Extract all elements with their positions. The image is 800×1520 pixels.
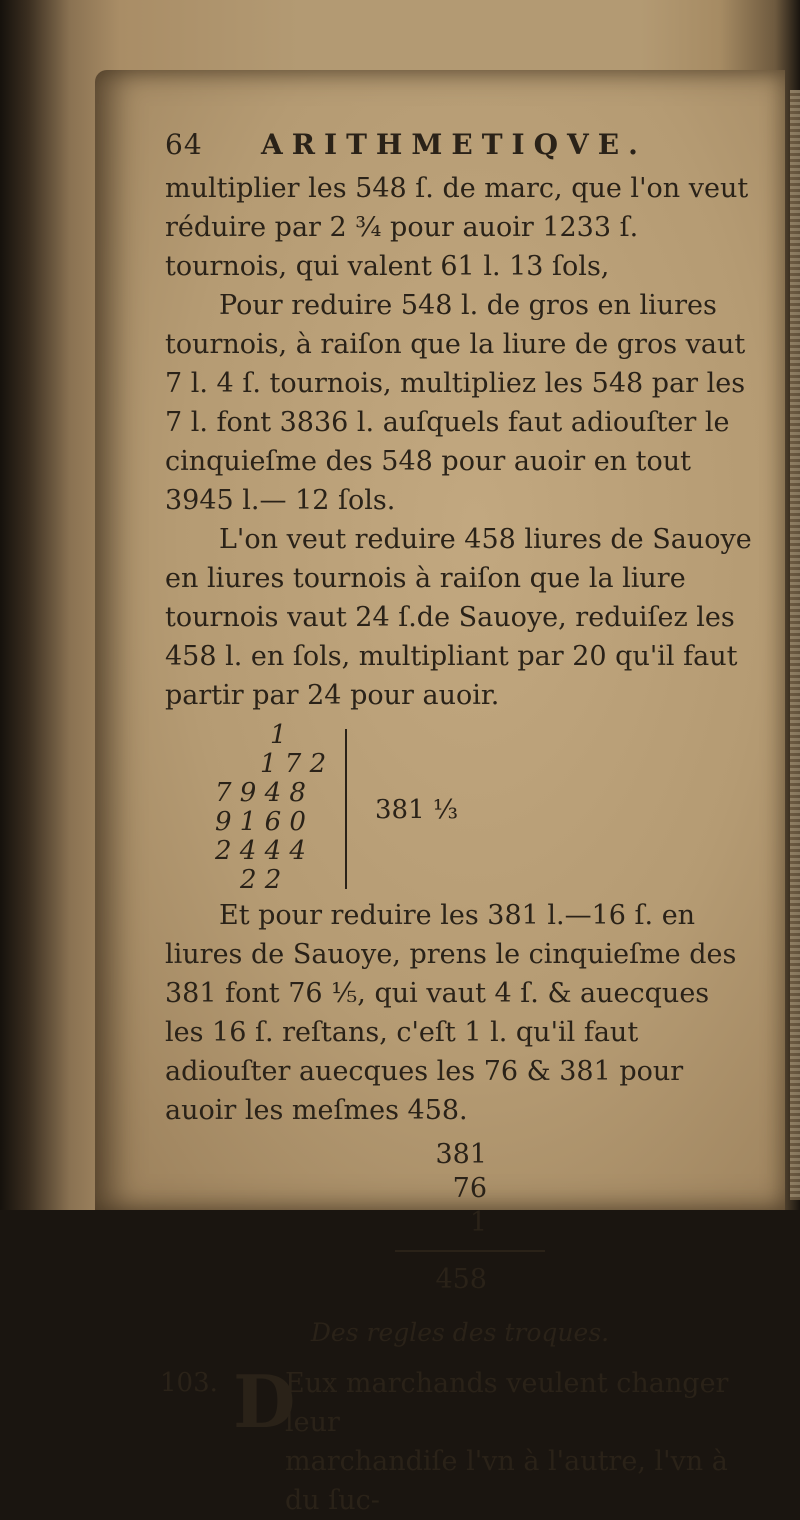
section-number: 103. xyxy=(160,1368,218,1398)
paragraph-4: Et pour reduire les 381 l.—16 ſ. en liures de Sauoye, prens le cinquieſme des 381 font 76 ⅕, qui vaut 4 ſ. & auecques les 16 ſ. reſtans, c'eſt 1 l. qu'il faut adiouſter auecques les 76 & 381 pour auoir les meſmes 458. xyxy=(165,900,737,1126)
section-title: Des regles des troques. xyxy=(310,1318,610,1347)
division-row: 2 2 xyxy=(240,865,282,895)
division-row: 1 7 2 xyxy=(260,749,327,779)
division-row: 1 xyxy=(270,720,287,750)
section-line-2: marchandiſe l'vn à l'autre, l'vn à du ſuc- xyxy=(285,1446,728,1516)
division-rows xyxy=(215,721,326,895)
page-text xyxy=(160,125,755,1520)
addition-work xyxy=(165,1138,755,1313)
paragraph-1: multiplier les 548 ſ. de marc, que l'on veut réduire par 2 ¾ pour auoir 1233 ſ. tournois, qui valent 61 l. 13 ſols, xyxy=(165,173,749,282)
division-result: 381 ⅓ xyxy=(375,795,459,825)
page-number: 64 xyxy=(165,128,203,161)
division-row: 2 4 4 4 xyxy=(215,836,306,866)
division-work xyxy=(165,721,755,896)
running-head: ARITHMETIQVE. xyxy=(261,128,647,161)
drop-cap: D xyxy=(233,1359,296,1444)
paragraph-2: Pour reduire 548 l. de gros en liures tournois, à raiſon que la liure de gros vaut 7 l. 4 ſ. tournois, multipliez les 548 par les 7 l. font 3836 l. auſquels faut adiouſter le cinquieſme des 548 pour auoir en tout 3945 l.— 12 ſols. xyxy=(165,290,746,516)
section-103 xyxy=(160,1359,755,1520)
addition-rows xyxy=(427,1138,487,1240)
paragraph-3: L'on veut reduire 458 liures de Sauoye en liures tournois à raiſon que la liure tournois vaut 24 ſ.de Sauoye, reduiſez les 458 l. en ſols, multipliant par 20 qu'il faut partir par 24 pour auoir. xyxy=(165,524,752,711)
section-line-1: Eux marchands veulent changer leur xyxy=(285,1368,729,1438)
addition-sum: 458 xyxy=(435,1264,487,1295)
page-header xyxy=(165,125,755,169)
addition-row: 1 xyxy=(469,1207,487,1238)
division-row: 9 1 6 0 xyxy=(215,807,306,837)
division-row: 7 9 4 8 xyxy=(215,778,306,808)
division-line xyxy=(345,729,347,889)
page-edges xyxy=(790,90,800,1200)
addition-rule xyxy=(395,1250,545,1252)
addition-row: 381 xyxy=(435,1139,487,1170)
addition-row: 76 xyxy=(452,1173,487,1204)
